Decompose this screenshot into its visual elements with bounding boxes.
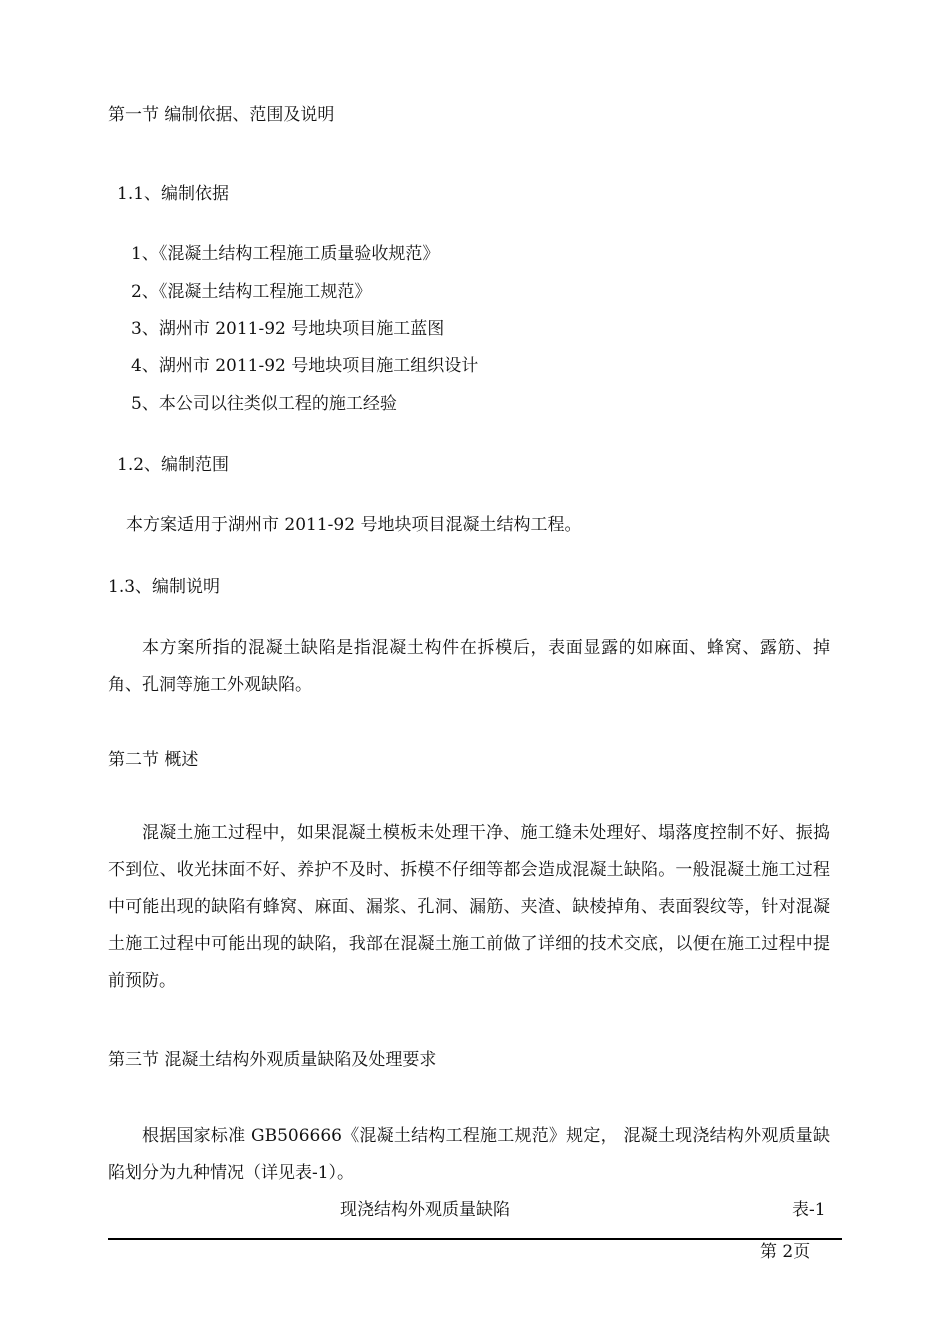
- scope-paragraph: 本方案适用于湖州市 2011-92 号地块项目混凝土结构工程。: [126, 515, 582, 535]
- section2-heading: 第二节 概述: [108, 750, 199, 770]
- description-paragraph: 本方案所指的混凝土缺陷是指混凝土构件在拆模后，表面显露的如麻面、蜂窝、露筋、掉角、孔洞等施工外观缺陷。: [108, 638, 830, 695]
- basis-list-item: 1、《混凝土结构工程施工质量验收规范》: [131, 244, 440, 264]
- standard-paragraph: 根据国家标准 GB506666《混凝土结构工程施工规范》规定， 混凝土现浇结构外观质量缺陷划分为九种情况（详见表-1）。: [108, 1126, 830, 1183]
- basis-list-item: 4、湖州市 2011-92 号地块项目施工组织设计: [131, 356, 479, 376]
- overview-paragraph: 混凝土施工过程中，如果混凝土模板未处理干净、施工缝未处理好、塌落度控制不好、振捣不到位、收光抹面不好、养护不及时、拆模不仔细等都会造成混凝土缺陷。一般混凝土施工过程中可能出现的缺陷有蜂窝、麻面、漏浆、孔洞、漏筋、夹渣、缺棱掉角、表面裂纹等，针对混凝土施工过程中可能出现的缺陷，我部在混凝土施工前做了详细的技术交底，以便在施工过程中提前预防。: [108, 823, 830, 991]
- section3-heading: 第三节 混凝土结构外观质量缺陷及处理要求: [108, 1050, 437, 1070]
- basis-list-item: 5、本公司以往类似工程的施工经验: [131, 394, 397, 414]
- table-label: 表-1: [792, 1200, 826, 1220]
- page-number: 第 2页: [760, 1242, 811, 1262]
- footer-divider: [108, 1238, 842, 1240]
- subsection-basis-heading: 1.1、编制依据: [117, 184, 230, 204]
- subsection-description-heading: 1.3、编制说明: [108, 577, 221, 597]
- basis-list-item: 2、《混凝土结构工程施工规范》: [131, 282, 372, 302]
- table-caption: 现浇结构外观质量缺陷: [340, 1200, 510, 1220]
- subsection-scope-heading: 1.2、编制范围: [117, 455, 230, 475]
- basis-list-item: 3、湖州市 2011-92 号地块项目施工蓝图: [131, 319, 445, 339]
- section1-heading: 第一节 编制依据、范围及说明: [108, 105, 335, 125]
